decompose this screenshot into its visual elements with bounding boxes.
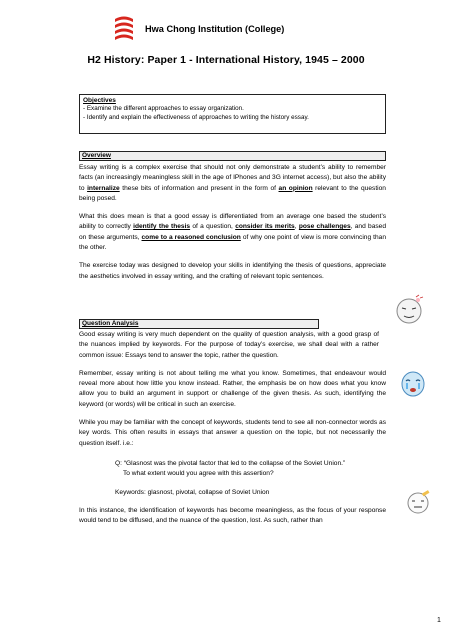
overview-paragraph-2: What this does mean is that a good essay is differentiated from an average one based the student’s ability to correctly identify the thesis of a question, consider its merits, pose challenges, and based on these arguments, come to a reasoned conclusion of why one point of view is more convincing than the other. [79,213,386,252]
objective-item: - Examine the different approaches to essay organization. [83,105,244,112]
overview-paragraph-3: The exercise today was designed to develop your skills in identifying the thesis of questions, appreciate the aesthetics involved in essay writing, and the crafting of relevant topic sentences. [79,262,386,280]
school-name: Hwa Chong Institution (College) [145,24,285,34]
analysis-paragraph-1: Good essay writing is very much dependent on the quality of question analysis, with a good grasp of the nuances implied by keywords. For the purpose of today’s exercise, we shall deal with a rather common issue: Essays tend to answer the topic, rather the question. [79,331,379,359]
overview-heading: Overview [79,151,386,161]
example-question [79,459,386,498]
course-title: H2 History: Paper 1 - International History, 1945 – 2000 [87,54,365,66]
objectives-heading: Objectives [83,97,116,104]
example-question-line-1: Q: “Glasnost was the pivotal factor that led to the collapse of the Soviet Union.” [115,459,346,467]
crying-face-icon [400,368,426,398]
example-keywords: Keywords: glasnost, pivotal, collapse of Soviet Union [115,488,270,496]
example-question-line-2: To what extent would you agree with this assertion? [123,470,274,478]
analysis-paragraph-2: Remember, essay writing is not about telling me what you know. Sometimes, that endeavour would reveal more about how little you know instead. Rather, the emphasis be on how does what you know allow you to build an argument in support or challenge of the given thesis. As such, identifying the keyword (or words) will be critical in such an exercise. [79,369,386,408]
thinking-face-icon [405,488,431,516]
thinking-face-icon [394,294,424,326]
analysis-section [79,330,386,526]
objective-item: - Identify and explain the effectiveness of approaches to writing the history essay. [83,113,309,121]
overview-section [79,163,386,282]
school-logo-icon [113,15,135,43]
analysis-paragraph-4: In this instance, the identification of keywords has become meaningless, as the focus of your response would tend to be diffused, and the nuance of the question, lost. As such, rather than [79,506,386,525]
objectives-box [79,94,386,134]
analysis-paragraph-3: While you may be familiar with the concept of keywords, students tend to see all non-connector words as key words. This often results in essays that answer a question on the topic, but not necessarily the question itself. i.e.: [79,419,386,447]
analysis-heading: Question Analysis [79,319,319,329]
page-number: 1 [437,617,441,624]
overview-paragraph-1: Essay writing is a complex exercise that should not only demonstrate a student’s ability to remember facts (an increasingly meaningless skill in the age of IPhones and 3G internet access), but also the ability to internalize these bits of information and present in the form of an opinion relevant to the question being posed. [79,164,386,202]
